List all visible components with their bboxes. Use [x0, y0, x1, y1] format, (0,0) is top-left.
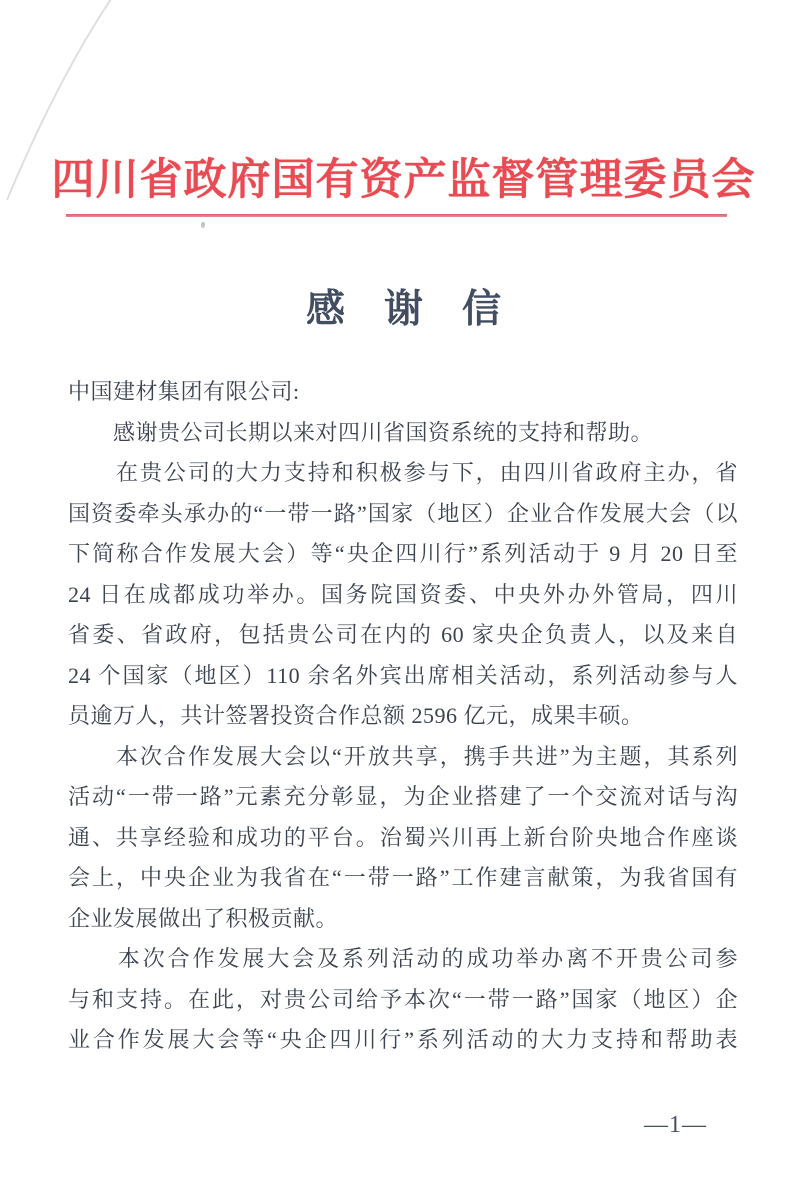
body-line: 下简称合作发展大会）等“央企四川行”系列活动于 9 月 20 日至 [68, 541, 738, 566]
scan-speck-artifact [201, 222, 205, 228]
body-line: 本次合作发展大会以“开放共享，携手共进”为主题，其系列 [68, 743, 738, 769]
body-line: 本次合作发展大会及系列活动的成功举办离不开贵公司参 [68, 946, 738, 971]
page-number: —1— [644, 1112, 707, 1138]
body-line: 业合作发展大会等“央企四川行”系列活动的大力支持和帮助表 [68, 1027, 738, 1052]
letterhead-rule [66, 214, 727, 217]
body-line: 在贵公司的大力支持和积极参与下，由四川省政府主办，省 [68, 460, 738, 485]
body-line: 企业发展做出了积极贡献。 [68, 905, 339, 931]
body-line: 活动“一带一路”元素充分彰显，为企业搭建了一个交流对话与沟 [68, 784, 738, 809]
body-line: 会上，中央企业为我省在“一带一路”工作建言献策，为我省国有 [68, 865, 738, 890]
letter-body [68, 372, 738, 1061]
body-line: 省委、省政府，包括贵公司在内的 60 家央企负责人，以及来自 [68, 622, 738, 647]
letter-title: 感 谢 信 [305, 288, 501, 331]
body-line: 国资委牵头承办的“一带一路”国家（地区）企业合作发展大会（以 [68, 500, 738, 526]
body-line: 感谢贵公司长期以来对四川省国资系统的支持和帮助。 [68, 419, 654, 445]
body-line: 24 日在成都成功举办。国务院国资委、中央外办外管局，四川 [68, 581, 738, 607]
body-line: 中国建材集团有限公司: [68, 379, 300, 404]
body-line: 与和支持。在此，对贵公司给予本次“一带一路”国家（地区）企 [68, 986, 738, 1012]
body-line: 通、共享经验和成功的平台。治蜀兴川再上新台阶央地合作座谈 [68, 824, 738, 850]
letterhead-org-name: 四川省政府国有资产监督管理委员会 [51, 157, 756, 204]
body-line: 24 个国家（地区）110 余名外宾出席相关活动，系列活动参与人 [68, 662, 738, 688]
body-line: 员逾万人，共计签署投资合作总额 2596 亿元，成果丰硕。 [68, 703, 644, 728]
